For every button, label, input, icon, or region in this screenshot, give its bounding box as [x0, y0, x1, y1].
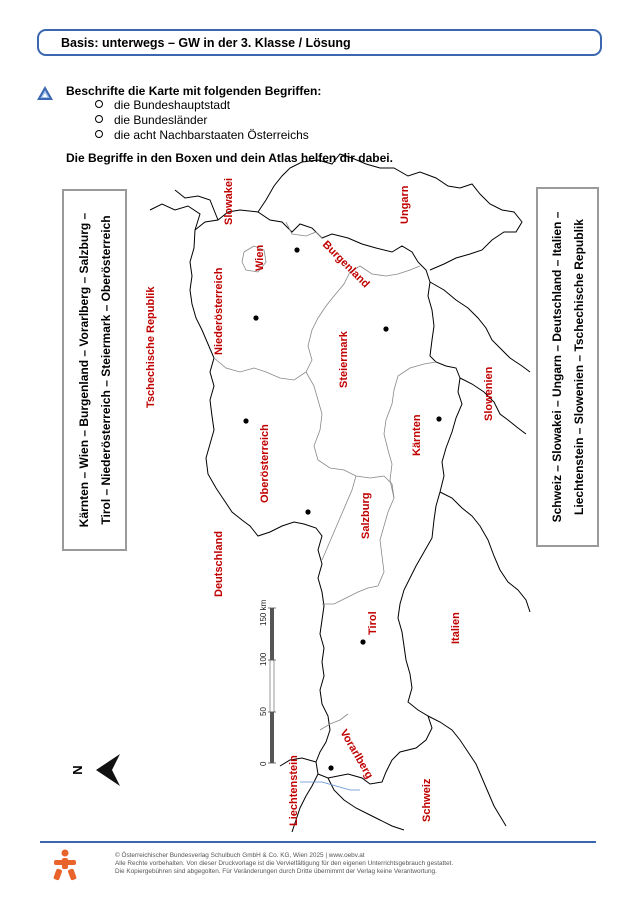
border-line — [440, 492, 530, 612]
scale-bar — [259, 599, 276, 766]
north-arrow-icon — [70, 754, 120, 786]
border-line — [258, 154, 522, 270]
state-border — [286, 222, 322, 238]
capital-dot-vorarlberg — [328, 765, 333, 770]
list-item: die Bundesländer — [95, 113, 309, 128]
label-oberoesterreich: Oberösterreich — [259, 424, 271, 503]
left-word-box-line2: Tirol – Niederösterreich – Steiermark – Oberösterreich — [98, 215, 113, 525]
footer-copyright: © Österreichischer Bundesverlag Schulbuch GmbH & Co. KG, Wien 2025 | www.oebv.at — [115, 852, 365, 859]
label-tirol: Tirol — [367, 611, 379, 635]
page-title: Basis: unterwegs – GW in der 3. Klasse / Lösung — [61, 36, 351, 50]
label-salzburg: Salzburg — [360, 492, 372, 539]
border-line — [428, 716, 506, 826]
footer-disclaimer: Die Kopiergebühren sind abgegolten. Für Veränderungen durch Dritte übernimmt der Verlag keine Verantwortung. — [115, 868, 437, 875]
task-note: Die Begriffe in den Boxen und dein Atlas helfen dir dabei. — [66, 151, 393, 165]
label-ungarn: Ungarn — [399, 185, 411, 224]
capital-dot-salzburg — [305, 509, 310, 514]
state-border — [360, 266, 420, 276]
border-line — [175, 190, 218, 220]
footer-divider — [40, 841, 596, 843]
label-schweiz: Schweiz — [421, 778, 433, 822]
right-word-box-line2: Liechtenstein – Slowenien – Tschechische Republik — [571, 219, 586, 515]
left-word-box-line1: Kärnten – Wien – Burgenland – Vorarlberg – Salzburg – — [76, 212, 91, 528]
right-word-box-line1: Schweiz – Slowakei – Ungarn – Deutschland – Italien – — [549, 211, 564, 523]
footer-rights: Alle Rechte vorbehalten. Von dieser Druckvorlage ist die Vervielfältigung für den eigenen Unterrichtsgebrauch gestattet. — [115, 860, 454, 867]
state-border — [322, 586, 378, 604]
label-wien: Wien — [254, 244, 266, 271]
capital-dot-steiermark — [383, 326, 388, 331]
capital-dot-kaernten — [436, 416, 441, 421]
list-item: die acht Nachbarstaaten Österreichs — [95, 128, 309, 143]
footer-text — [115, 852, 453, 876]
label-liechtenstein: Liechtenstein — [288, 755, 300, 826]
publisher-logo-icon — [52, 849, 78, 881]
scale-tick-label: 150 km — [259, 599, 268, 626]
label-slowakei: Slowakei — [223, 177, 235, 225]
label-burgenland: Burgenland — [319, 238, 372, 291]
border-line — [430, 282, 530, 372]
border-line — [150, 204, 200, 230]
scale-tick-label: 0 — [259, 761, 268, 766]
border-line — [328, 778, 404, 830]
state-border — [322, 476, 356, 560]
lake-line — [300, 782, 360, 790]
label-slowenien: Slowenien — [483, 366, 495, 421]
label-niederoesterreich: Niederösterreich — [213, 267, 225, 355]
capital-dot-niederoesterreich — [253, 315, 258, 320]
austria-outline — [190, 210, 462, 784]
state-border — [384, 362, 436, 498]
scale-tick-label: 50 — [259, 707, 268, 716]
state-border — [320, 714, 348, 730]
capital-dot-oberoesterreich — [243, 418, 248, 423]
task-title: Beschrifte die Karte mit folgenden Begriffen: — [66, 84, 322, 98]
north-label: N — [70, 765, 85, 775]
label-deutschland: Deutschland — [213, 530, 225, 597]
capital-dot-wien — [294, 247, 299, 252]
label-vorarlberg: Vorarlberg — [337, 727, 376, 781]
label-kaernten: Kärnten — [411, 414, 423, 456]
capital-dot-tirol — [360, 639, 365, 644]
scale-tick-label: 100 — [259, 652, 268, 666]
label-steiermark: Steiermark — [338, 331, 350, 388]
list-item: die Bundeshauptstadt — [95, 98, 309, 113]
label-italien: Italien — [450, 612, 462, 644]
label-tschechische-republik: Tschechische Republik — [145, 286, 157, 408]
